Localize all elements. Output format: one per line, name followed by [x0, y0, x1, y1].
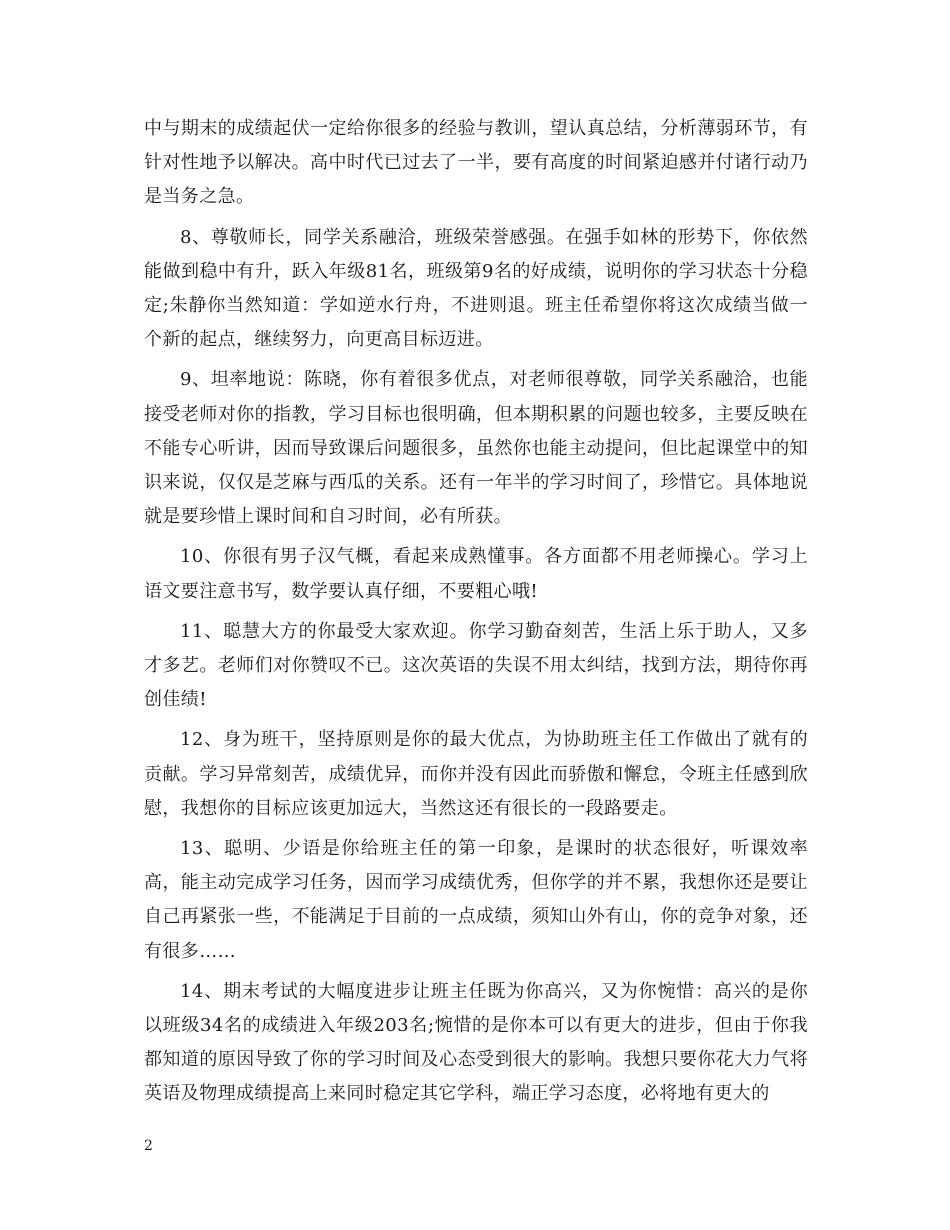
- paragraph-comment-10: 10、你很有男子汉气概，看起来成熟懂事。各方面都不用老师操心。学习上语文要注意书写，数学要认真仔细，不要粗心哦!: [144, 546, 808, 602]
- paragraph-comment-13: 13、聪明、少语是你给班主任的第一印象，是课时的状态很好，听课效率高，能主动完成学习任务，因而学习成绩优秀，但你学的并不累，我想你还是要让自己再紧张一些，不能满足于目前的一点成绩，须知山外有山，你的竞争对象，还有很多……: [144, 838, 808, 962]
- paragraph-comment-11: 11、聪慧大方的你最受大家欢迎。你学习勤奋刻苦，生活上乐于助人，又多才多艺。老师们对你赞叹不已。这次英语的失误不用太纠结，找到方法，期待你再创佳绩!: [144, 620, 808, 711]
- paragraph-comment-9: 9、坦率地说：陈晓，你有着很多优点，对老师很尊敬，同学关系融洽，也能接受老师对你的指教，学习目标也很明确，但本期积累的问题也较多，主要反映在不能专心听讲，因而导致课后问题很多，虽然你也能主动提问，但比起课堂中的知识来说，仅仅是芝麻与西瓜的关系。还有一年半的学习时间了，珍惜它。具体地说就是要珍惜上课时间和自习时间，必有所获。: [144, 369, 808, 528]
- paragraph-comment-12: 12、身为班干，坚持原则是你的最大优点，为协助班主任工作做出了就有的贡献。学习异常刻苦，成绩优异，而你并没有因此而骄傲和懈怠，令班主任感到欣慰，我想你的目标应该更加远大，当然这还有很长的一段路要走。: [144, 729, 808, 819]
- paragraph-continuation: 中与期末的成绩起伏一定给你很多的经验与教训，望认真总结，分析薄弱环节，有针对性地予以解决。高中时代已过去了一半，要有高度的时间紧迫感并付诸行动乃是当务之急。: [144, 118, 808, 208]
- paragraph-comment-8: 8、尊敬师长，同学关系融洽，班级荣誉感强。在强手如林的形势下，你依然能做到稳中有升，跃入年级81名，班级第9名的好成绩，说明你的学习状态十分稳定;朱静你当然知道：学如逆水行舟，不进则退。班主任希望你将这次成绩当做一个新的起点，继续努力，向更高目标迈进。: [144, 226, 808, 351]
- page-number: 2: [144, 1138, 153, 1154]
- paragraph-comment-14: 14、期末考试的大幅度进步让班主任既为你高兴，又为你惋惜：高兴的是你以班级34名的成绩进入年级203名;惋惜的是你本可以有更大的进步，但由于你我都知道的原因导致了你的学习时间及心态受到很大的影响。我想只要你花大力气将英语及物理成绩提高上来同时稳定其它学科，端正学习态度，必将地有更大的: [144, 980, 808, 1105]
- document-page: [144, 112, 808, 1118]
